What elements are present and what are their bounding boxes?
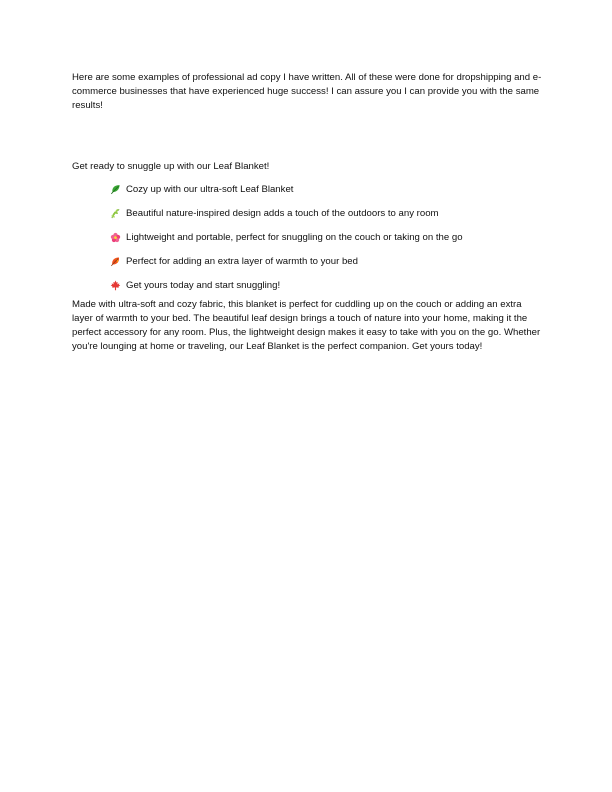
list-item-text: Lightweight and portable, perfect for snuggling on the couch or taking on the go [126,231,463,243]
list-item-text: Get yours today and start snuggling! [126,279,281,291]
list-item-text: Beautiful nature-inspired design adds a touch of the outdoors to any room [126,207,439,219]
feature-list [72,178,544,298]
herb-icon [110,208,121,219]
ad-headline: Get ready to snuggle up with our Leaf Blanket! [72,160,270,172]
fallen-leaf-icon [110,256,121,267]
list-item [72,250,544,274]
list-item [72,226,544,250]
document-content [72,71,544,355]
maple-leaf-icon [110,280,121,291]
leaf-icon [110,184,121,195]
list-item-text: Perfect for adding an extra layer of warmth to your bed [126,255,358,267]
list-item [72,202,544,226]
list-item-text: Cozy up with our ultra-soft Leaf Blanket [126,183,294,195]
flower-icon [110,232,121,243]
product-description: Made with ultra-soft and cozy fabric, this blanket is perfect for cuddling up on the couch or adding an extra layer of warmth to your bed. The beautiful leaf design brings a touch of nature into your home, making it the perfect accessory for any room. Plus, the lightweight design makes it easy to take with you on the go. Whether you're lounging at home or traveling, our Leaf Blanket is the perfect companion. Get yours today! [72,298,541,353]
list-item [72,178,544,202]
list-item [72,274,544,298]
intro-paragraph: Here are some examples of professional ad copy I have written. All of these were done for dropshipping and e-commerce businesses that have experienced huge success! I can assure you I can provide you with the same results! [72,72,542,112]
